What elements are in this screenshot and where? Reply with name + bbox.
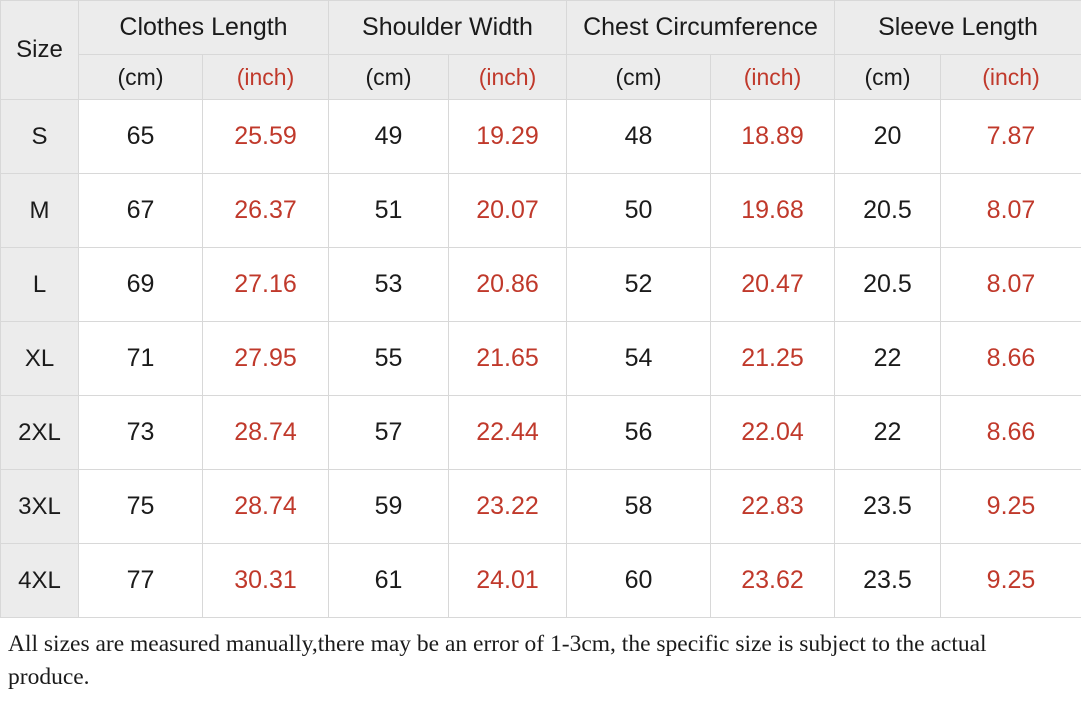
cell-clothes-length-inch: 28.74: [203, 396, 329, 470]
row-size-label: S: [1, 100, 79, 174]
table-row: [1, 100, 1081, 174]
table-row: [1, 470, 1081, 544]
cell-shoulder-width-cm: 49: [329, 100, 449, 174]
cell-shoulder-width-inch: 23.22: [449, 470, 567, 544]
cell-clothes-length-cm: 65: [79, 100, 203, 174]
cell-clothes-length-inch: 27.95: [203, 322, 329, 396]
cell-sleeve-length-inch: 8.07: [941, 248, 1081, 322]
cell-shoulder-width-inch: 24.01: [449, 544, 567, 618]
cell-clothes-length-inch: 26.37: [203, 174, 329, 248]
cell-shoulder-width-cm: 57: [329, 396, 449, 470]
cell-sleeve-length-inch: 8.07: [941, 174, 1081, 248]
cell-shoulder-width-cm: 51: [329, 174, 449, 248]
cell-shoulder-width-cm: 61: [329, 544, 449, 618]
unit-shoulder-width-cm: (cm): [329, 55, 449, 100]
cell-chest-circumference-cm: 60: [567, 544, 711, 618]
cell-clothes-length-inch: 28.74: [203, 470, 329, 544]
table-header: [1, 1, 1081, 100]
cell-chest-circumference-inch: 22.04: [711, 396, 835, 470]
cell-chest-circumference-cm: 58: [567, 470, 711, 544]
cell-sleeve-length-inch: 8.66: [941, 322, 1081, 396]
cell-shoulder-width-cm: 55: [329, 322, 449, 396]
row-size-label: M: [1, 174, 79, 248]
cell-sleeve-length-inch: 9.25: [941, 470, 1081, 544]
cell-clothes-length-inch: 27.16: [203, 248, 329, 322]
cell-sleeve-length-cm: 22: [835, 322, 941, 396]
table-row: [1, 248, 1081, 322]
cell-chest-circumference-inch: 20.47: [711, 248, 835, 322]
table-row: [1, 174, 1081, 248]
cell-chest-circumference-inch: 23.62: [711, 544, 835, 618]
cell-clothes-length-inch: 30.31: [203, 544, 329, 618]
cell-sleeve-length-inch: 9.25: [941, 544, 1081, 618]
header-clothes-length: Clothes Length: [79, 1, 329, 55]
table-row: [1, 544, 1081, 618]
row-size-label: 3XL: [1, 470, 79, 544]
cell-shoulder-width-cm: 53: [329, 248, 449, 322]
cell-chest-circumference-cm: 56: [567, 396, 711, 470]
cell-shoulder-width-inch: 22.44: [449, 396, 567, 470]
unit-shoulder-width-inch: (inch): [449, 55, 567, 100]
row-size-label: 2XL: [1, 396, 79, 470]
cell-clothes-length-cm: 77: [79, 544, 203, 618]
cell-clothes-length-cm: 75: [79, 470, 203, 544]
cell-shoulder-width-cm: 59: [329, 470, 449, 544]
header-sleeve-length: Sleeve Length: [835, 1, 1081, 55]
cell-sleeve-length-cm: 23.5: [835, 470, 941, 544]
cell-chest-circumference-cm: 54: [567, 322, 711, 396]
header-row-groups: [1, 1, 1081, 55]
cell-clothes-length-inch: 25.59: [203, 100, 329, 174]
cell-sleeve-length-inch: 7.87: [941, 100, 1081, 174]
cell-clothes-length-cm: 67: [79, 174, 203, 248]
cell-sleeve-length-cm: 20.5: [835, 174, 941, 248]
cell-clothes-length-cm: 73: [79, 396, 203, 470]
cell-chest-circumference-cm: 50: [567, 174, 711, 248]
unit-chest-circumference-cm: (cm): [567, 55, 711, 100]
cell-shoulder-width-inch: 20.86: [449, 248, 567, 322]
cell-sleeve-length-cm: 20: [835, 100, 941, 174]
cell-clothes-length-cm: 69: [79, 248, 203, 322]
cell-chest-circumference-inch: 22.83: [711, 470, 835, 544]
header-chest-circumference: Chest Circumference: [567, 1, 835, 55]
row-size-label: 4XL: [1, 544, 79, 618]
cell-chest-circumference-cm: 48: [567, 100, 711, 174]
cell-shoulder-width-inch: 21.65: [449, 322, 567, 396]
cell-chest-circumference-inch: 19.68: [711, 174, 835, 248]
unit-chest-circumference-inch: (inch): [711, 55, 835, 100]
row-size-label: XL: [1, 322, 79, 396]
table-row: [1, 396, 1081, 470]
cell-sleeve-length-cm: 22: [835, 396, 941, 470]
cell-sleeve-length-inch: 8.66: [941, 396, 1081, 470]
header-shoulder-width: Shoulder Width: [329, 1, 567, 55]
table-row: [1, 322, 1081, 396]
measurement-note: All sizes are measured manually,there may be an error of 1-3cm, the specific size is subject to the actual produce.: [8, 631, 987, 690]
unit-clothes-length-inch: (inch): [203, 55, 329, 100]
unit-sleeve-length-cm: (cm): [835, 55, 941, 100]
row-size-label: L: [1, 248, 79, 322]
cell-sleeve-length-cm: 20.5: [835, 248, 941, 322]
cell-chest-circumference-cm: 52: [567, 248, 711, 322]
unit-sleeve-length-inch: (inch): [941, 55, 1081, 100]
cell-chest-circumference-inch: 21.25: [711, 322, 835, 396]
cell-shoulder-width-inch: 19.29: [449, 100, 567, 174]
header-size: Size: [1, 1, 79, 100]
unit-clothes-length-cm: (cm): [79, 55, 203, 100]
cell-chest-circumference-inch: 18.89: [711, 100, 835, 174]
header-row-units: [1, 55, 1081, 100]
cell-clothes-length-cm: 71: [79, 322, 203, 396]
cell-sleeve-length-cm: 23.5: [835, 544, 941, 618]
cell-shoulder-width-inch: 20.07: [449, 174, 567, 248]
table-body: [1, 100, 1081, 618]
